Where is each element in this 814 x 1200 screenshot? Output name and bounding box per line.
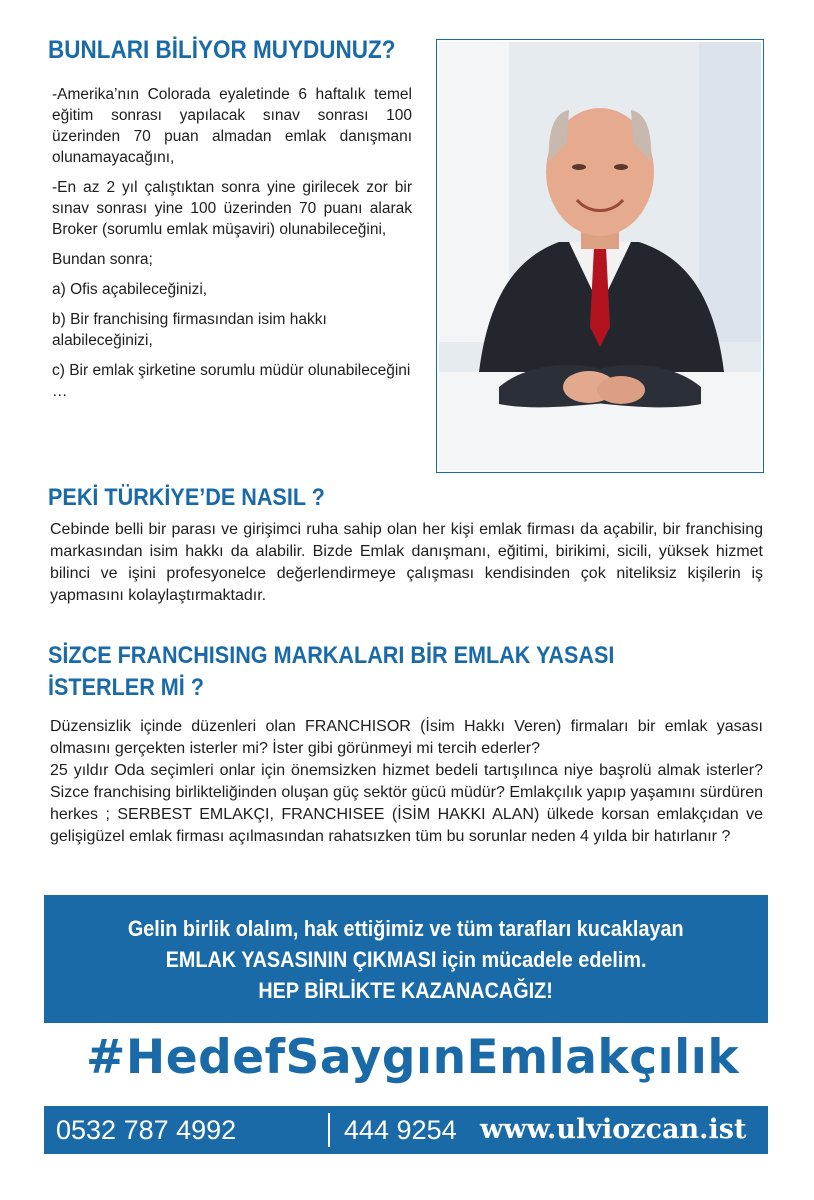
list-item-a: a) Ofis açabileceğinizi, xyxy=(52,281,208,298)
portrait-photo xyxy=(439,42,761,470)
website-link[interactable]: www.ulviozcan.ist xyxy=(480,1114,747,1145)
heading-franchising xyxy=(48,640,614,704)
heading-franchising-line-1: SİZCE FRANCHISING MARKALARI BİR EMLAK YASASI xyxy=(48,642,615,669)
intro-paragraph-3: Bundan sonra; xyxy=(52,251,153,268)
banner-line-2: EMLAK YASASININ ÇIKMASI için mücadele edelim. xyxy=(165,946,647,972)
franchising-text xyxy=(50,716,763,848)
banner-line-1: Gelin birlik olalım, hak ettiğimiz ve tüm tarafları kucaklayan xyxy=(128,915,684,941)
hashtag: #HedefSaygınEmlakçılık xyxy=(86,1030,740,1085)
phone-number-1[interactable]: 0532 787 4992 xyxy=(56,1115,237,1145)
list-item-c: c) Bir emlak şirketine sorumlu müdür olunabileceğini … xyxy=(52,362,411,400)
footer-divider xyxy=(328,1113,330,1147)
portrait-illustration xyxy=(439,42,761,470)
list-item-b: b) Bir franchising firmasından isim hakkı alabileceğinizi, xyxy=(52,311,327,349)
heading-franchising-line-2: İSTERLER Mİ ? xyxy=(48,674,205,701)
turkey-paragraph: Cebinde belli bir parası ve girişimci ruha sahip olan her kişi emlak firması da açabilir, bir franchising markasından isim hakkı da alabilir. Bizde Emlak danışmanı, eğitimi, birikimi, sicili, yüksek hizmet bilinci ve işini profesyonelce değerlendirmeye çalışması kendisinden çok niteliksiz kişilerin iş yapmasını kolaylaştırmaktadır. xyxy=(50,521,763,604)
intro-paragraph-2: -En az 2 yıl çalıştıktan sonra yine girilecek zor bir sınav sonrası yine 100 üzerinden 70 puanı alarak Broker (sorumlu emlak müşaviri) olunabileceğini, xyxy=(52,179,412,238)
heading-did-you-know: BUNLARI BİLİYOR MUYDUNUZ? xyxy=(48,36,396,64)
intro-paragraph-1: -Amerika’nın Colorada eyaletinde 6 haftalık temel eğitim sonrası yapılacak sınav sonrası 100 üzerinden 70 puan almadan emlak danışmanı olunamayacağını, xyxy=(52,86,412,166)
portrait-photo-frame xyxy=(436,39,764,473)
intro-text xyxy=(52,84,412,402)
phone-number-2[interactable]: 444 9254 xyxy=(344,1115,457,1145)
call-to-action-banner xyxy=(44,895,768,1023)
franchising-paragraph-1: Düzensizlik içinde düzenleri olan FRANCHISOR (İsim Hakkı Veren) firmaları bir emlak yasası olmasını gerçekten isterler mi? İster gibi görünmeyi mi tercih ederler? xyxy=(50,718,763,757)
banner-line-3: HEP BİRLİKTE KAZANACAĞIZ! xyxy=(258,977,554,1003)
franchising-paragraph-2: 25 yıldır Oda seçimleri onlar için önemsizken hizmet bedeli tartışılınca niye başrolü almak isterler? Sizce franchising birlikteliğinden oluşan güç sektör gücü müdür? Emlakçılık yapıp yaşamını sürdüren herkes ; SERBEST EMLAKÇI, FRANCHISEE (İSİM HAKKI ALAN) ülkede korsan emlakçıdan ve gelişigüzel emlak firması açılmasından rahatsızken tüm bu sorunlar neden 4 yılda bir hatırlanır ? xyxy=(50,762,763,845)
heading-turkey: PEKİ TÜRKİYE’DE NASIL ? xyxy=(48,484,325,511)
contact-footer xyxy=(44,1106,768,1154)
